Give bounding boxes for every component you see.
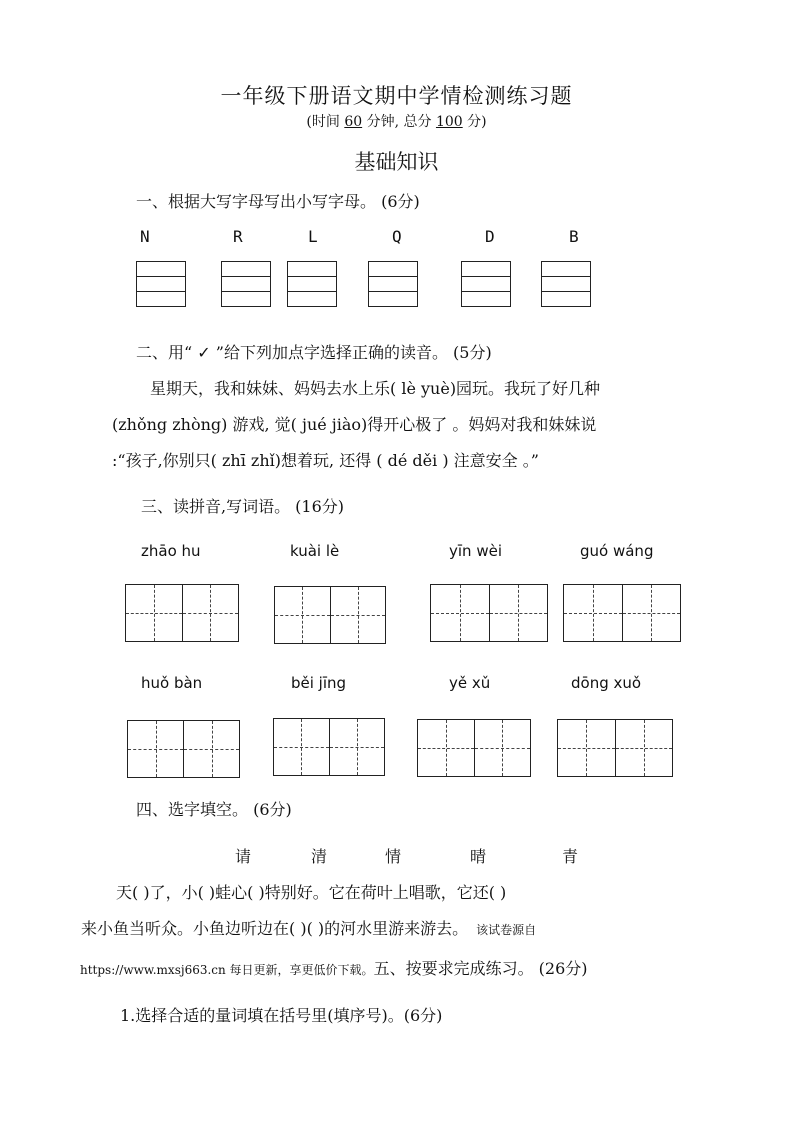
- letter-l: L: [308, 227, 318, 246]
- four-line-box[interactable]: [368, 261, 418, 307]
- q3-label: 三、读拼音,写词语。 (16分): [141, 497, 345, 516]
- letter-d: D: [485, 227, 495, 246]
- tian-grid[interactable]: [430, 584, 548, 642]
- q2-line-3: :“孩子,你别只( zhī zhǐ)想着玩, 还得 ( dé děi ) 注意安全 。”: [112, 451, 539, 470]
- char-option-qing-clear: 清: [311, 847, 328, 866]
- score-value: 100: [435, 114, 463, 130]
- q4-line-2: [81, 916, 536, 939]
- pinyin-kuaile: kuài lè: [290, 542, 340, 560]
- q4-label: 四、选字填空。 (6分): [136, 800, 292, 819]
- four-line-box[interactable]: [136, 261, 186, 307]
- char-option-qing-green: 青: [562, 847, 579, 866]
- tian-grid[interactable]: [274, 586, 386, 644]
- tian-grid[interactable]: [127, 720, 240, 778]
- q2-label: [136, 340, 492, 363]
- section-title: 基础知识: [354, 150, 439, 174]
- letter-n: N: [140, 227, 150, 246]
- letter-q: Q: [392, 227, 402, 246]
- time-prefix: (时间: [306, 114, 345, 130]
- four-line-box[interactable]: [461, 261, 511, 307]
- q4-line-2-text: 来小鱼当听众。小鱼边听边在( )( )的河水里游来游去。: [81, 919, 469, 938]
- letter-r: R: [233, 227, 243, 246]
- char-option-qing-sunny: 晴: [470, 847, 487, 866]
- q2-label-pre: 二、用“: [136, 343, 198, 362]
- pinyin-guowang: guó wáng: [580, 542, 654, 560]
- watermark-url: https://www.mxsj663.cn 每日更新，享更低价下载。: [80, 963, 374, 977]
- tian-grid[interactable]: [417, 719, 531, 777]
- q2-line-1: 星期天，我和妹妹、妈妈去水上乐( lè yuè)园玩。我玩了好几种: [150, 379, 601, 398]
- tian-grid[interactable]: [557, 719, 673, 777]
- time-value: 60: [344, 114, 363, 130]
- letter-b: B: [569, 227, 579, 246]
- pinyin-zhaohu: zhāo hu: [141, 542, 201, 560]
- q2-label-post: ”给下列加点字选择正确的读音。 (5分): [210, 343, 492, 362]
- tian-grid[interactable]: [273, 718, 385, 776]
- four-line-box[interactable]: [221, 261, 271, 307]
- time-mid: 分钟, 总分: [362, 114, 436, 130]
- pinyin-huoban: huǒ bàn: [141, 674, 203, 692]
- exam-info: [0, 111, 793, 131]
- char-option-qing-feeling: 情: [385, 847, 402, 866]
- q2-line-2: (zhǒng zhòng) 游戏, 觉( jué jiào)得开心极了 。妈妈对我和妹妹说: [112, 415, 597, 434]
- pinyin-dongxuo: dōng xuǒ: [571, 674, 642, 692]
- tian-grid[interactable]: [125, 584, 239, 642]
- tian-grid[interactable]: [563, 584, 681, 642]
- pinyin-yinwei: yīn wèi: [449, 542, 502, 560]
- pinyin-yexu: yě xǔ: [449, 674, 491, 692]
- char-option-qing-request: 请: [235, 847, 252, 866]
- q1-label: 一、根据大写字母写出小写字母。 (6分): [136, 192, 420, 211]
- check-icon: ✓: [197, 343, 211, 362]
- q5-1-label: 1.选择合适的量词填在括号里(填序号)。(6分): [120, 1006, 443, 1025]
- score-suffix: 分): [462, 114, 487, 130]
- four-line-box[interactable]: [541, 261, 591, 307]
- pinyin-beijing: běi jīng: [291, 674, 347, 692]
- page-title: 一年级下册语文期中学情检测练习题: [220, 84, 573, 108]
- q5-label: 五、按要求完成练习。 (26分): [373, 959, 588, 978]
- four-line-box[interactable]: [287, 261, 337, 307]
- watermark-line: [80, 956, 588, 979]
- watermark-source: 该试卷源自: [476, 923, 537, 937]
- q4-line-1: 天( )了，小( )蛙心( )特别好。它在荷叶上唱歌，它还( ): [116, 883, 507, 902]
